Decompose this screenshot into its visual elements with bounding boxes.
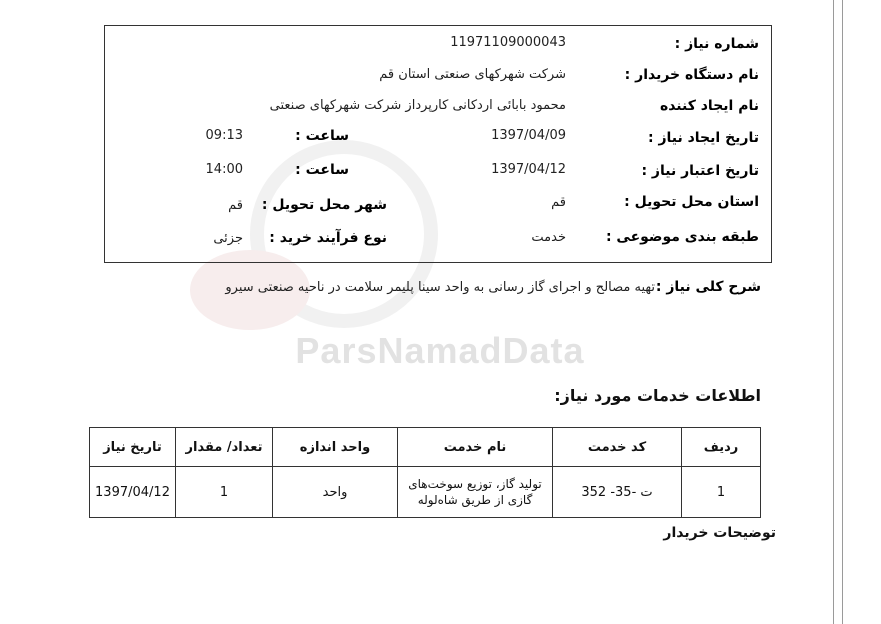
cell-need-date: 1397/04/12 [90,467,176,518]
creator-value: محمود بابائی اردکانی کارپرداز شرکت شهرکهای صنعتی [269,98,566,113]
category-value: خدمت [531,230,566,245]
services-table [89,427,761,518]
created-date-label: تاریخ ایجاد نیاز : [647,130,759,146]
valid-time-label: ساعت : [295,162,349,178]
delivery-province-label: استان محل تحویل : [624,194,759,210]
description-label: شرح کلی نیاز : [655,279,761,295]
header-row-number: ردیف [682,428,761,467]
description-value: تهیه مصالح و اجرای گاز رسانی به واحد سینا پلیمر سلامت در ناحیه صنعتی سیرو [225,280,655,295]
header-service-code: کد خدمت [553,428,682,467]
page-edge-line [833,0,834,624]
created-time-value: 09:13 [205,128,243,143]
header-unit: واحد اندازه [273,428,398,467]
buyer-org-value: شرکت شهرکهای صنعتی استان قم [379,67,566,82]
need-number-label: شماره نیاز : [674,36,759,52]
process-type-label: نوع فرآیند خرید : [269,230,387,246]
cell-service-code: ت -35- 352 [553,467,682,518]
cell-row-number: 1 [682,467,761,518]
delivery-province-value: قم [551,195,566,210]
buyer-org-label: نام دستگاه خریدار : [624,67,759,83]
services-section-title: اطلاعات خدمات مورد نیاز: [554,386,761,405]
cell-service-name: تولید گاز، توزیع سوخت‌های گازی از طریق شاه‌لوله [398,467,553,518]
created-date-value: 1397/04/09 [491,128,566,143]
created-time-label: ساعت : [295,128,349,144]
delivery-city-value: قم [228,198,243,213]
category-label: طبقه بندی موضوعی : [605,229,759,245]
need-number-value: 11971109000043 [450,35,566,50]
services-table-header [90,428,761,467]
delivery-city-label: شهر محل تحویل : [261,197,387,213]
watermark-brand: ParsNamadData [295,330,585,371]
valid-date-label: تاریخ اعتبار نیاز : [641,163,759,179]
header-need-date: تاریخ نیاز [90,428,176,467]
header-service-name: نام خدمت [398,428,553,467]
header-quantity: تعداد/ مقدار [176,428,273,467]
buyer-notes-label: توضیحات خریدار [663,525,776,541]
need-info-box [104,25,772,263]
cell-unit: واحد [273,467,398,518]
process-type-value: جزئی [213,231,243,246]
valid-date-value: 1397/04/12 [491,162,566,177]
valid-time-value: 14:00 [205,162,243,177]
cell-quantity: 1 [176,467,273,518]
page-edge-line [842,0,843,624]
creator-label: نام ایجاد کننده [659,98,759,114]
table-row [90,467,761,518]
